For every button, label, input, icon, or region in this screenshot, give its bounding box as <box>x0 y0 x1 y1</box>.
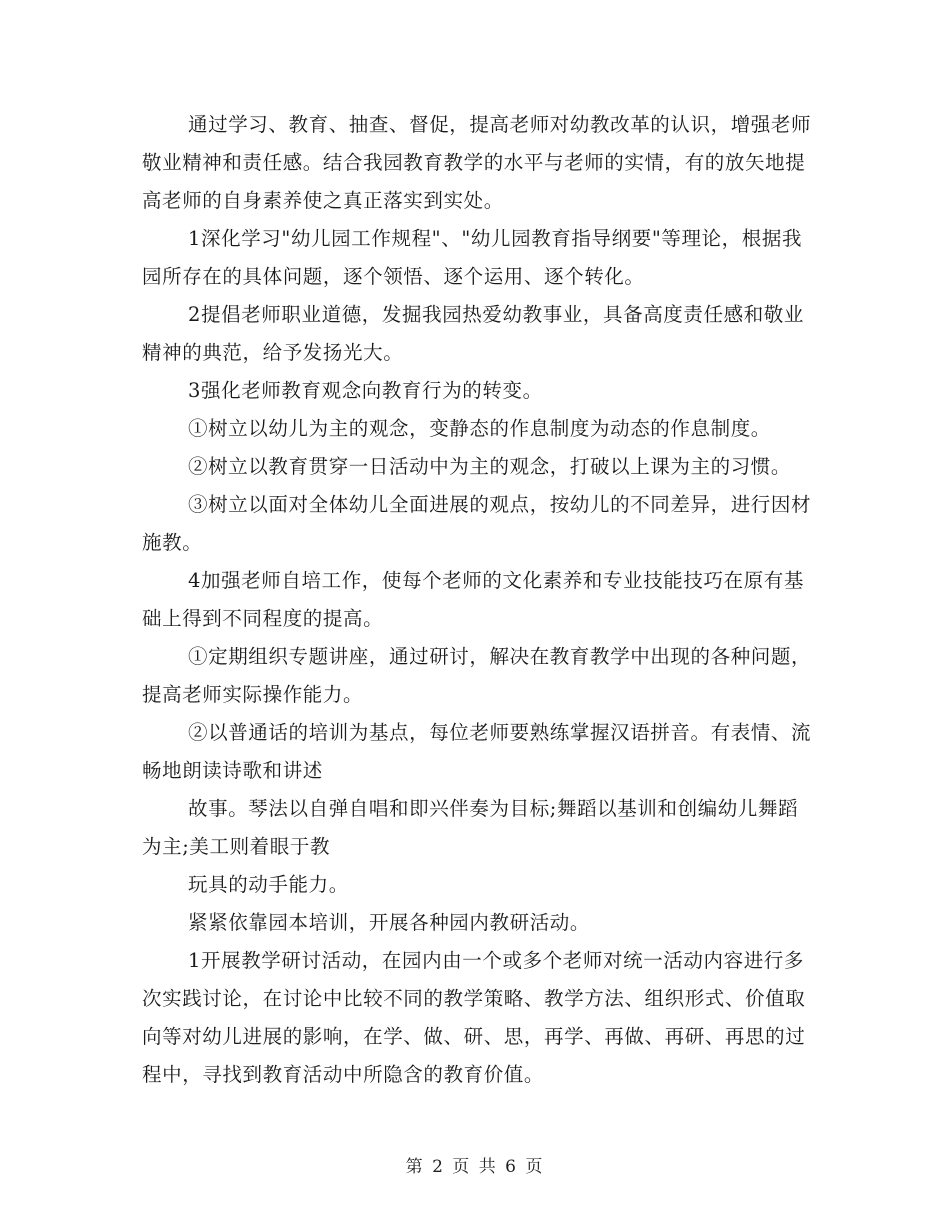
paragraph-item-4-sub-2: ②以普通话的培训为基点，每位老师要熟练掌握汉语拼音。有表情、流畅地朗读诗歌和讲述 <box>142 721 812 782</box>
document-body <box>142 106 818 1094</box>
paragraph-section-heading: 紧紧依靠园本培训，开展各种园内教研活动。 <box>188 911 591 934</box>
paragraph-item-2: 2提倡老师职业道德，发掘我园热爱幼教事业，具备高度责任感和敬业精神的典范，给予发扬光大。 <box>142 303 805 364</box>
paragraph-item-3-sub-1: ①树立以幼儿为主的观念，变静态的作息制度为动态的作息制度。 <box>188 417 771 440</box>
paragraph-item-1: 1深化学习"幼儿园工作规程"、"幼儿园教育指导纲要"等理论，根据我园所存在的具体问题，逐个领悟、逐个运用、逐个转化。 <box>142 227 803 288</box>
paragraph-continuation-1: 故事。琴法以自弹自唱和即兴伴奏为目标;舞蹈以基训和创编幼儿舞蹈为主;美工则着眼于教 <box>142 797 799 858</box>
paragraph-item-3: 3强化老师教育观念向教育行为的转变。 <box>188 379 543 402</box>
paragraph-item-4: 4加强老师自培工作，使每个老师的文化素养和专业技能技巧在原有基础上得到不同程度的提高。 <box>142 569 805 630</box>
paragraph-continuation-2: 玩具的动手能力。 <box>188 873 349 896</box>
paragraph-item-3-sub-2: ②树立以教育贯穿一日活动中为主的观念，打破以上课为主的习惯。 <box>188 455 792 478</box>
paragraph-intro: 通过学习、教育、抽查、督促，提高老师对幼教改革的认识，增强老师敬业精神和责任感。结合我园教育教学的水平与老师的实情，有的放矢地提高老师的自身素养使之真正落实到实处。 <box>142 113 812 212</box>
paragraph-item-3-sub-3: ③树立以面对全体幼儿全面进展的观点，按幼儿的不同差异，进行因材施教。 <box>142 493 812 554</box>
page-number-footer: 第 2 页 共 6 页 <box>405 1157 545 1177</box>
paragraph-section-item-1: 1开展教学研讨活动，在园内由一个或多个老师对统一活动内容进行多次实践讨论，在讨论中比较不同的教学策略、教学方法、组织形式、价值取向等对幼儿进展的影响，在学、做、研、思，再学、再做、再研、再思的过程中，寻找到教育活动中所隐含的教育价值。 <box>142 949 806 1086</box>
paragraph-item-4-sub-1: ①定期组织专题讲座，通过研讨，解决在教育教学中出现的各种问题，提高老师实际操作能力。 <box>142 645 812 706</box>
